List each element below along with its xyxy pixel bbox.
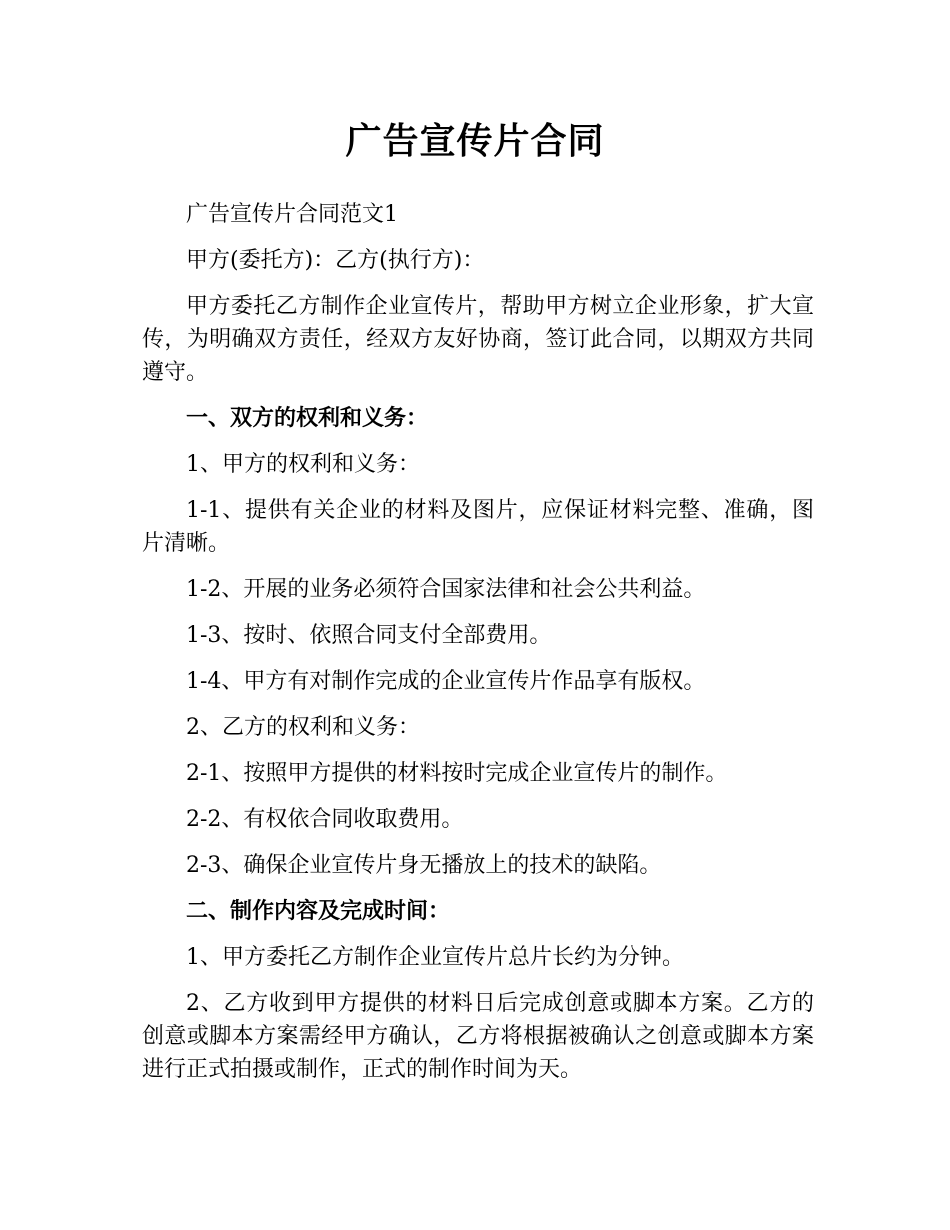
- clause-1-3: 1-3、按时、依照合同支付全部费用。: [186, 623, 552, 648]
- document-title: 广告宣传片合同: [345, 121, 605, 162]
- clause-1-4: 1-4、甲方有对制作完成的企业宣传片作品享有版权。: [186, 669, 706, 694]
- clause-1-1: 1-1、提供有关企业的材料及图片，应保证材料完整、准确，图片清晰。: [142, 498, 814, 556]
- paragraph-parties: 甲方(委托方)：乙方(执行方)：: [186, 248, 485, 273]
- clause-party-a-heading: 1、甲方的权利和义务：: [186, 452, 420, 477]
- section-heading-rights-obligations: 一、双方的权利和义务：: [186, 406, 429, 431]
- clause-2-3: 2-3、确保企业宣传片身无播放上的技术的缺陷。: [186, 853, 662, 878]
- clause-1-2: 1-2、开展的业务必须符合国家法律和社会公共利益。: [186, 577, 706, 602]
- paragraph-preamble: 甲方委托乙方制作企业宣传片，帮助甲方树立企业形象，扩大宣传，为明确双方责任，经双方友好协商，签订此合同，以期双方共同遵守。: [142, 294, 814, 385]
- clause-party-b-heading: 2、乙方的权利和义务：: [186, 715, 420, 740]
- document-body: [142, 198, 814, 1099]
- clause-2-1: 2-1、按照甲方提供的材料按时完成企业宣传片的制作。: [186, 761, 728, 786]
- clause-content-1: 1、甲方委托乙方制作企业宣传片总片长约为分钟。: [186, 945, 684, 970]
- clause-2-2: 2-2、有权依合同收取费用。: [186, 807, 464, 832]
- clause-content-2: 2、乙方收到甲方提供的材料日后完成创意或脚本方案。乙方的创意或脚本方案需经甲方确认，乙方将根据被确认之创意或脚本方案进行正式拍摄或制作，正式的制作时间为天。: [142, 991, 814, 1082]
- paragraph-subtitle: 广告宣传片合同范文1: [186, 202, 398, 227]
- section-heading-content-time: 二、制作内容及完成时间：: [186, 899, 451, 924]
